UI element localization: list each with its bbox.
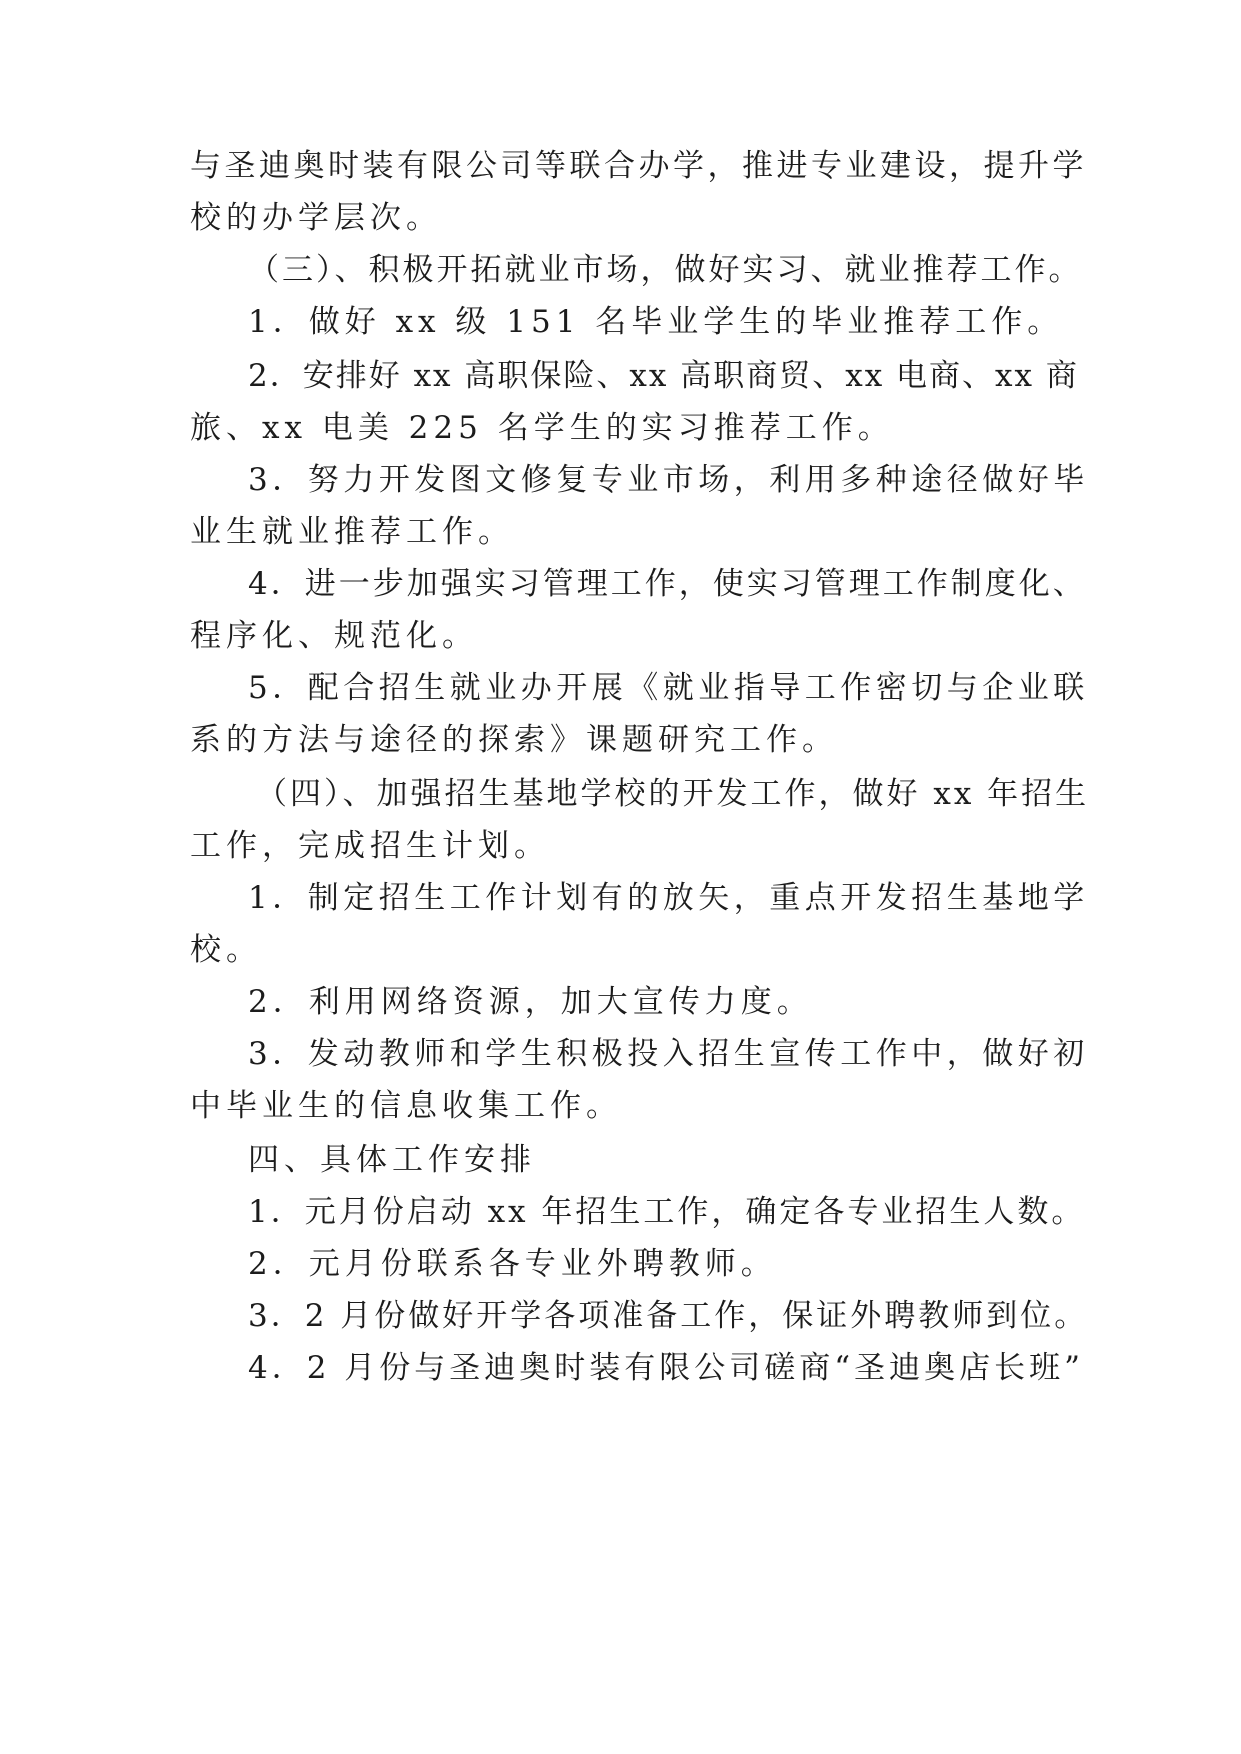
text-line: 校。 [190,932,262,968]
section-heading: 四、具体工作安排 [248,1142,536,1178]
text-line: 业生就业推荐工作。 [190,514,514,550]
list-item: 5．配合招生就业办开展《就业指导工作密切与企业联 [248,670,1089,706]
list-item: 3．发动教师和学生积极投入招生宣传工作中，做好初 [248,1036,1089,1072]
list-item: 4．进一步加强实习管理工作，使实习管理工作制度化、 [248,566,1087,602]
section-heading: （三）、积极开拓就业市场，做好实习、就业推荐工作。 [248,252,1083,288]
text-line: 系的方法与途径的探索》课题研究工作。 [190,722,838,758]
list-item: 1．元月份启动 xx 年招生工作，确定各专业招生人数。 [248,1194,1086,1230]
list-item: 3．努力开发图文修复专业市场，利用多种途径做好毕 [248,462,1089,498]
text-line: 工作，完成招生计划。 [190,828,550,864]
list-item: 1．制定招生工作计划有的放矢，重点开发招生基地学 [248,880,1089,916]
text-line: 与圣迪奥时装有限公司等联合办学，推进专业建设，提升学 [190,148,1087,184]
list-item: 3．2 月份做好开学各项准备工作，保证外聘教师到位。 [248,1298,1089,1334]
text-line: 程序化、规范化。 [190,618,478,654]
list-item: 2．元月份联系各专业外聘教师。 [248,1246,777,1282]
text-line: 旅、xx 电美 225 名学生的实习推荐工作。 [190,410,894,446]
list-item: 2．安排好 xx 高职保险、xx 高职商贸、xx 电商、xx 商 [248,358,1079,394]
list-item: 1．做好 xx 级 151 名毕业学生的毕业推荐工作。 [248,304,1064,340]
list-item: 2．利用网络资源，加大宣传力度。 [248,984,813,1020]
list-item: 4．2 月份与圣迪奥时装有限公司磋商“圣迪奥店长班” [248,1350,1084,1386]
section-heading: （四）、加强招生基地学校的开发工作，做好 xx 年招生 [256,776,1090,812]
text-line: 中毕业生的信息收集工作。 [190,1088,622,1124]
text-line: 校的办学层次。 [190,200,442,236]
